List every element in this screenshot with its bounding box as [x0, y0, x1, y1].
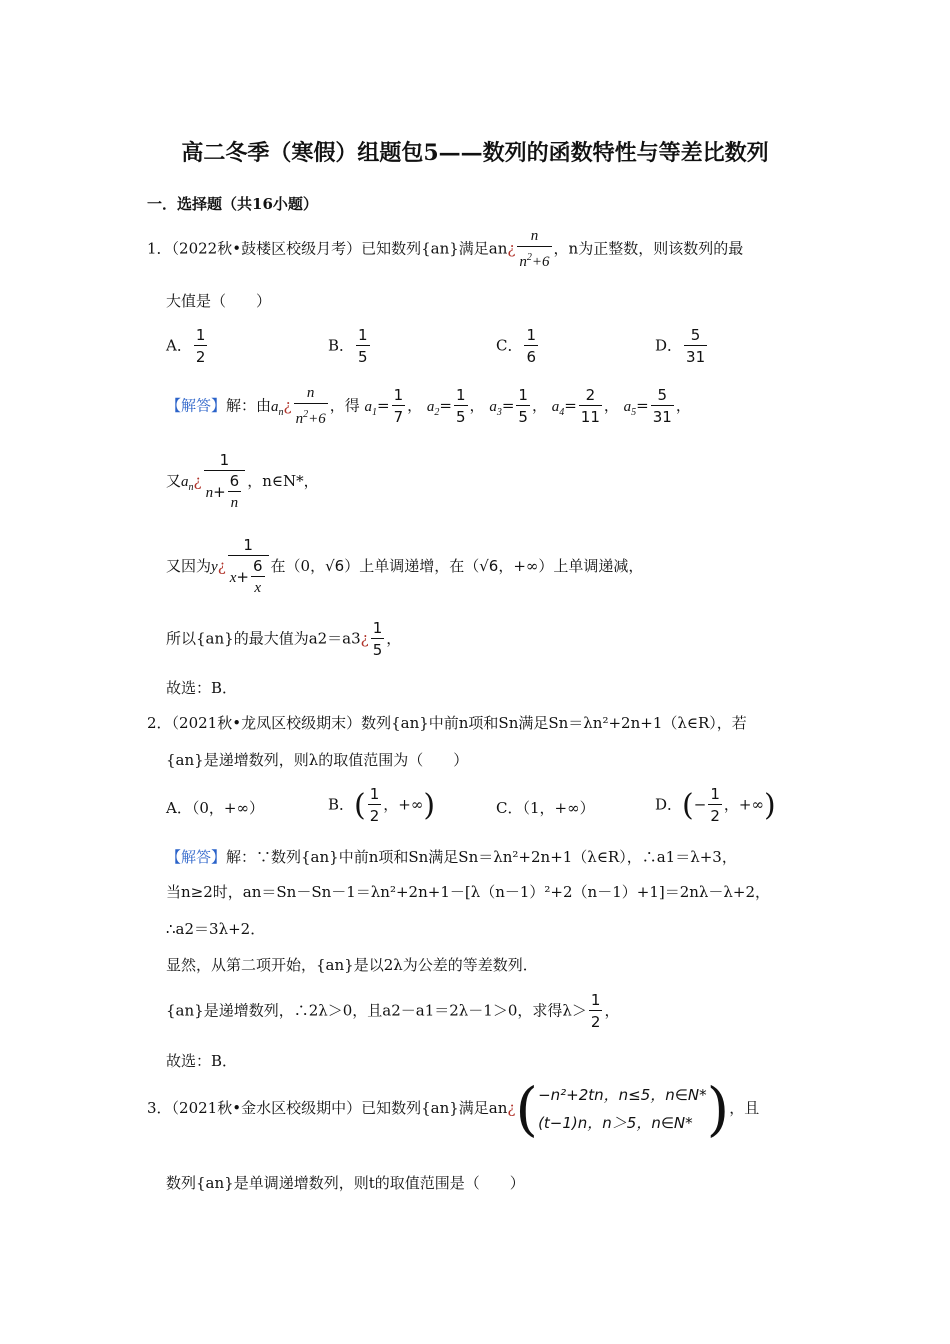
- section-heading: 一．选择题（共16小题）: [147, 195, 318, 213]
- question-source: （2021秋•龙凤区校级期末）: [171, 714, 362, 732]
- solution-1-line-4: 所以{an}的最大值为a2＝a3¿ $\frac{1}{5}$ ，: [166, 619, 402, 659]
- question-2-stem-cont: {an}是递增数列，则λ的取值范围为（ ）: [166, 751, 469, 769]
- option-c[interactable]: C． $\frac{1}{6}$: [496, 326, 537, 366]
- question-number: 3．: [147, 1099, 172, 1117]
- solution-2-line-1: 【解答】解：∵数列{an}中前n项和Sn满足Sn＝λn²+2n+1（λ∈R），∴a1＝λ+3，: [166, 848, 737, 866]
- question-1-stem-cont: 大值是（ ）: [166, 292, 272, 310]
- solution-1-line-2: 又$a_n¿$ 1 n+ $\frac{6}{n}$ ，n∈N*，: [166, 450, 319, 514]
- solution-2-line-5: {an}是递增数列，∴2λ＞0，且a2－a1＝2λ－1＞0，求得λ＞ $\frac{1}{2}$ ，: [166, 991, 620, 1031]
- solution-2-line-3: ∴a2＝3λ+2．: [166, 920, 266, 938]
- question-3-stem-cont: 数列{an}是单调递增数列，则t的取值范围是（ ）: [166, 1174, 525, 1192]
- solution-1-line-1: 【解答】解：由$a_n¿$ $\frac{n}{n^2+6}$ ，得 $a_1=$ $\frac{1}{7}$ ， $a_2=$ $\frac{1}{5}$ ， $a_3=$ $\frac{1}{5}$ ， $a_4=$ $\frac{2}{11}$ ， $a_5=$ $\frac{5}{31}$ ，: [166, 383, 691, 430]
- option-a[interactable]: A．（0，+∞）: [166, 799, 264, 817]
- option-d[interactable]: D．(− $\frac{1}{2}$ ，+∞): [655, 785, 776, 825]
- question-source: （2022秋•鼓楼区校级月考）: [171, 239, 362, 258]
- solution-2-line-2: 当n≥2时，an＝Sn－Sn－1＝λn²+2n+1－[λ（n－1）²+2（n－1）+1]＝2nλ－λ+2，: [166, 883, 771, 901]
- answer-label: 【解答】: [166, 396, 227, 415]
- question-1-stem: 1．（2022秋•鼓楼区校级月考）已知数列{an}满足an¿ $\frac{n}{n^2+6}$ ，n为正整数，则该数列的最: [147, 226, 743, 273]
- solution-2-line-6: 故选：B．: [166, 1052, 238, 1070]
- solution-1-line-5: 故选：B．: [166, 679, 238, 697]
- question-2-stem: 2．（2021秋•龙凤区校级期末）数列{an}中前n项和Sn满足Sn＝λn²+2n+1（λ∈R），若: [147, 714, 747, 732]
- question-source: （2021秋•金水区校级期中）: [171, 1099, 362, 1117]
- fraction: $\frac{n}{n^2+6}$: [517, 226, 551, 273]
- answer-label: 【解答】: [166, 848, 227, 866]
- option-b[interactable]: B． $\frac{1}{5}$: [328, 326, 368, 366]
- question-number: 2．: [147, 714, 172, 732]
- question-number: 1．: [147, 239, 172, 258]
- page-title: 高二冬季（寒假）组题包5——数列的函数特性与等差比数列: [181, 140, 769, 166]
- question-3-stem: 3．（2021秋•金水区校级期中）已知数列{an}满足an¿( −n²+2tn，n≤5，n∈N* (t−1)n，n＞5，n∈N* )，且: [147, 1075, 760, 1143]
- solution-2-line-4: 显然，从第二项开始，{an}是以2λ为公差的等差数列．: [166, 956, 538, 974]
- option-a[interactable]: A． $\frac{1}{2}$: [166, 326, 206, 366]
- option-c[interactable]: C．（1，+∞）: [496, 799, 595, 817]
- option-d[interactable]: D． $\frac{5}{31}$: [655, 326, 706, 366]
- solution-1-line-3: 又因为y¿ 1 x+ $\frac{6}{x}$ 在（0，√6）上单调递增，在（√6，+∞）上单调递减，: [166, 535, 643, 599]
- option-b[interactable]: B．( $\frac{1}{2}$ ，+∞): [328, 785, 436, 825]
